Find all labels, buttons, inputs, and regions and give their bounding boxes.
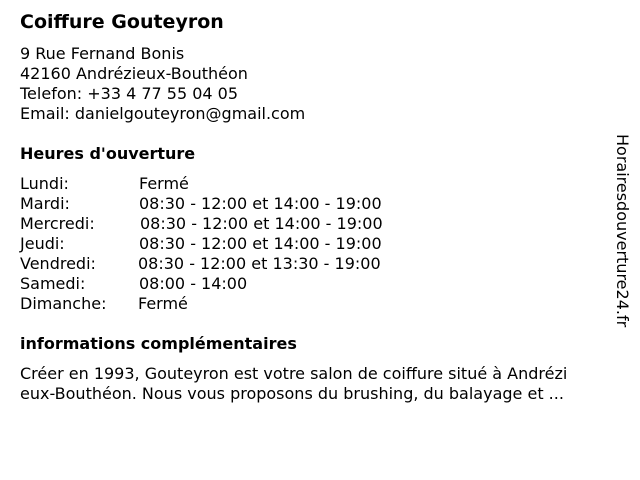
business-name: Coiffure Gouteyron	[20, 11, 224, 33]
hours-day: Mercredi:	[20, 214, 95, 233]
hours-day: Samedi:	[20, 274, 86, 293]
description-line: eux-Bouthéon. Nous vous proposons du brushing, du balayage et ...	[20, 384, 564, 403]
site-watermark: Horairesdouverture24.fr	[613, 134, 632, 328]
hours-day: Mardi:	[20, 194, 70, 213]
hours-time: 08:00 - 14:00	[139, 274, 248, 293]
additional-info-heading: informations complémentaires	[20, 334, 297, 353]
hours-day: Jeudi:	[20, 234, 65, 253]
email-line: Email: danielgouteyron@gmail.com	[20, 104, 306, 123]
hours-day: Dimanche:	[20, 294, 107, 313]
opening-hours-heading: Heures d'ouverture	[20, 144, 196, 163]
hours-time: 08:30 - 12:00 et 14:00 - 19:00	[140, 214, 383, 233]
hours-time: 08:30 - 12:00 et 13:30 - 19:00	[138, 254, 381, 273]
hours-day: Lundi:	[20, 174, 69, 193]
hours-day: Vendredi:	[20, 254, 96, 273]
hours-time: Fermé	[138, 294, 188, 313]
additional-info-text	[20, 364, 620, 404]
hours-time: Fermé	[139, 174, 189, 193]
phone-line: Telefon: +33 4 77 55 04 05	[20, 84, 239, 103]
address-city: 42160 Andrézieux-Bouthéon	[20, 64, 248, 83]
contact-block	[20, 44, 305, 124]
hours-time: 08:30 - 12:00 et 14:00 - 19:00	[139, 194, 382, 213]
address-street: 9 Rue Fernand Bonis	[20, 44, 185, 63]
hours-time: 08:30 - 12:00 et 14:00 - 19:00	[139, 234, 382, 253]
description-line: Créer en 1993, Gouteyron est votre salon de coiffure situé à Andrézi	[20, 364, 568, 383]
